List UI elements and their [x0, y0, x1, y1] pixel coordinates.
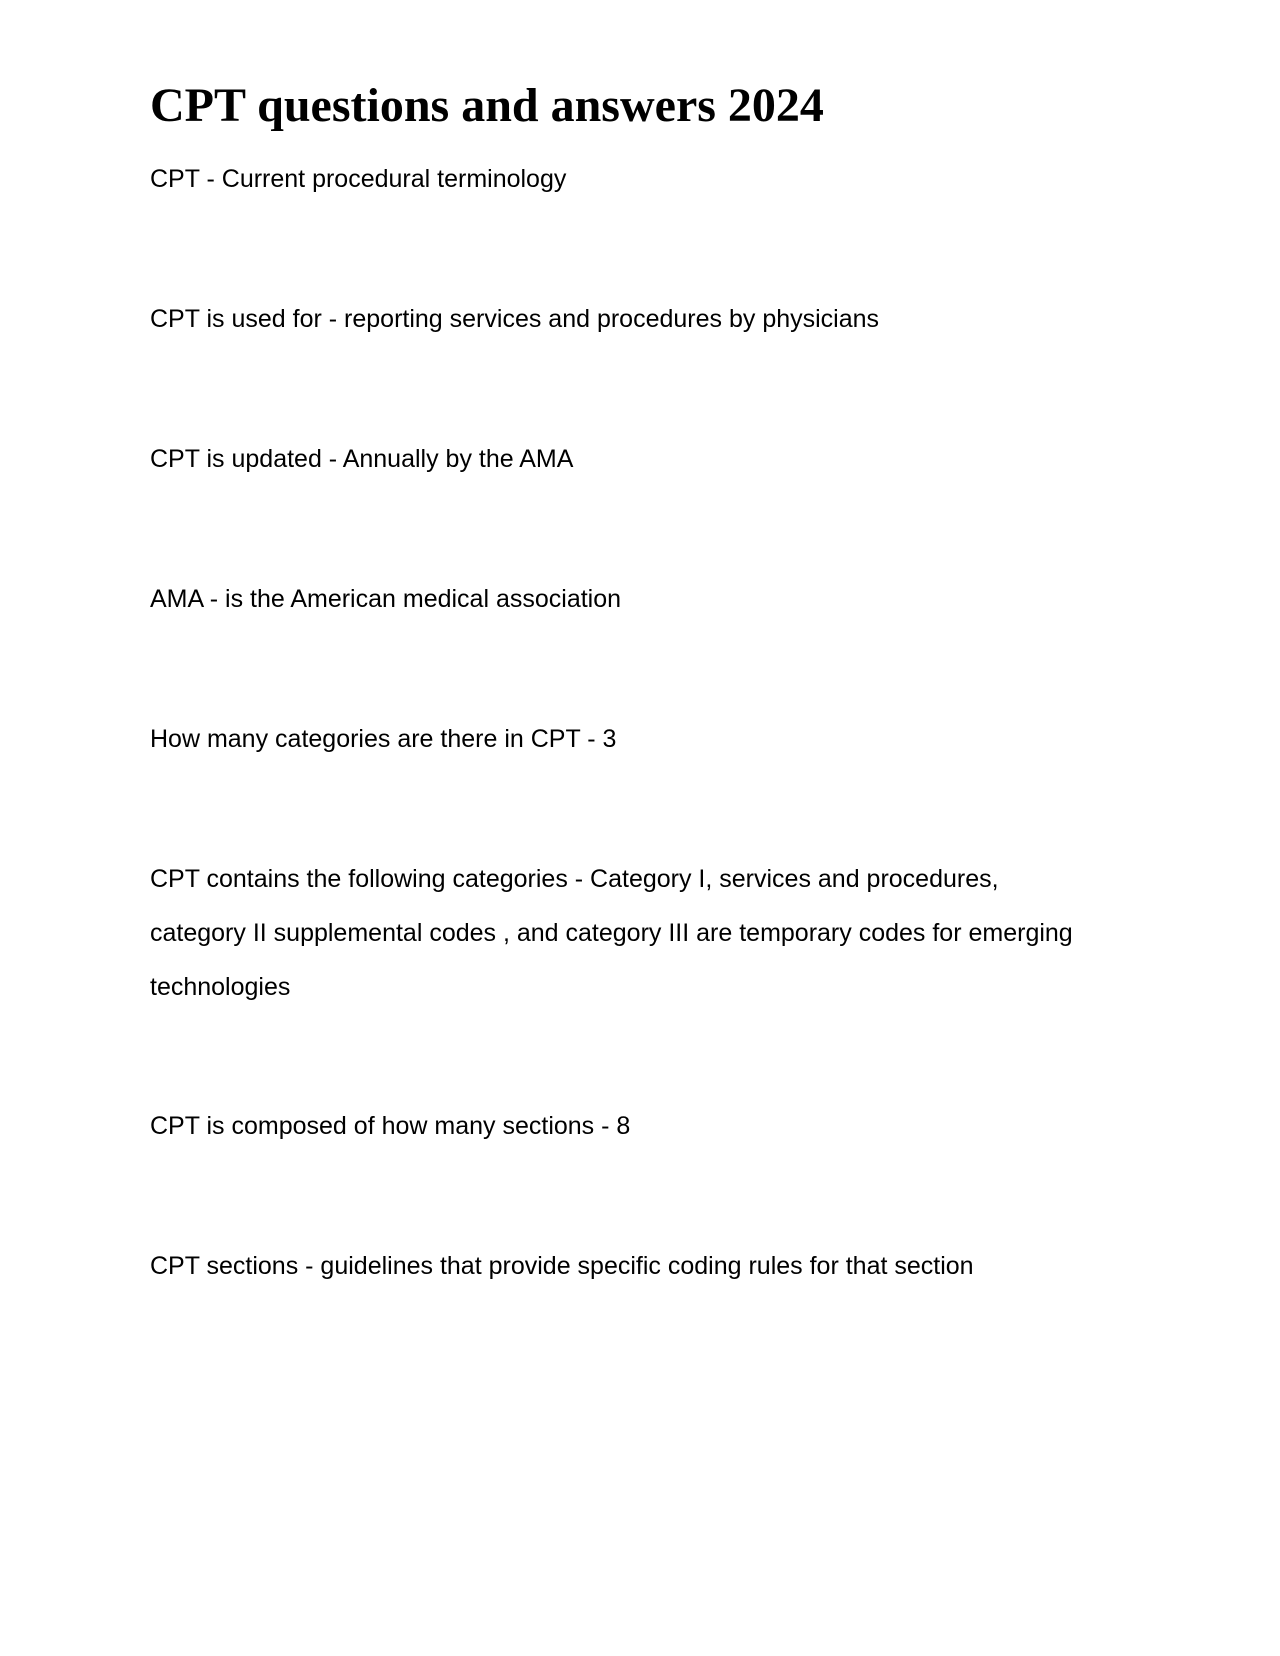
- page-title: CPT questions and answers 2024: [150, 79, 824, 132]
- qa-item: CPT is used for - reporting services and procedures by physicians: [150, 305, 880, 333]
- qa-item: CPT sections - guidelines that provide specific coding rules for that section: [150, 1252, 974, 1280]
- qa-item: CPT is composed of how many sections - 8: [150, 1112, 631, 1140]
- qa-item: CPT contains the following categories - Category I, services and procedures, category II supplemental codes , and category III are temporary codes for emerging technologies: [150, 865, 1073, 1001]
- qa-item: How many categories are there in CPT - 3: [150, 725, 617, 753]
- qa-item: CPT - Current procedural terminology: [150, 165, 567, 193]
- qa-item: CPT is updated - Annually by the AMA: [150, 445, 574, 473]
- qa-item: AMA - is the American medical association: [150, 585, 622, 613]
